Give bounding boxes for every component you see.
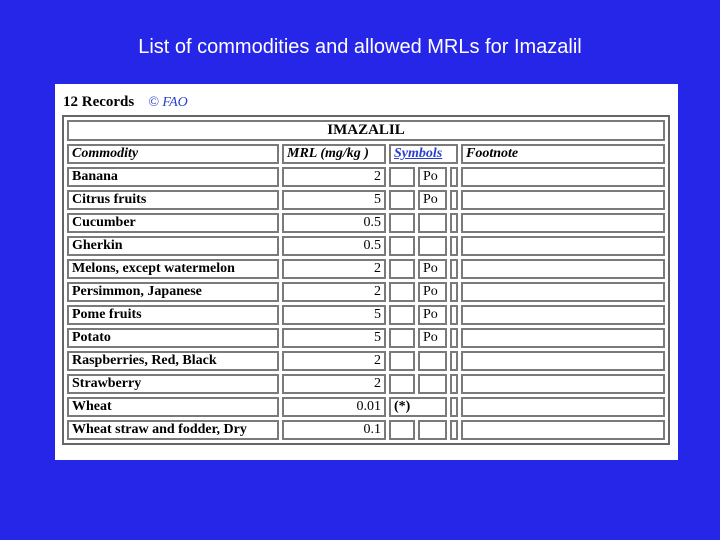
table-row (67, 167, 665, 187)
symbol-spacer-cell (450, 259, 458, 279)
symbol-spacer-cell (450, 305, 458, 325)
symbol-spacer-cell (450, 213, 458, 233)
table-row (67, 282, 665, 302)
mrl-cell: 5 (282, 328, 386, 348)
mrl-cell: 2 (282, 351, 386, 371)
symbol-spacer-cell (450, 236, 458, 256)
header-row (67, 144, 665, 164)
symbol-spacer-cell (389, 305, 415, 325)
symbol-spacer-cell (389, 167, 415, 187)
symbol-cell (418, 420, 447, 440)
table-row (67, 190, 665, 210)
header-footnote: Footnote (461, 144, 665, 164)
commodity-cell: Raspberries, Red, Black (67, 351, 279, 371)
symbol-cell: Po (418, 305, 447, 325)
footnote-cell (461, 397, 665, 417)
table-row (67, 351, 665, 371)
footnote-cell (461, 328, 665, 348)
symbol-cell: Po (418, 167, 447, 187)
fao-copyright: © FAO (148, 95, 188, 110)
table-row (67, 420, 665, 440)
symbol-spacer-cell (389, 213, 415, 233)
symbol-cell: Po (418, 190, 447, 210)
commodity-cell: Banana (67, 167, 279, 187)
symbol-spacer-cell (450, 420, 458, 440)
table-row (67, 213, 665, 233)
commodity-cell: Melons, except watermelon (67, 259, 279, 279)
footnote-cell (461, 236, 665, 256)
mrl-cell: 2 (282, 167, 386, 187)
commodity-cell: Strawberry (67, 374, 279, 394)
header-symbols-link[interactable]: Symbols (389, 144, 458, 164)
symbol-spacer-cell (450, 397, 458, 417)
table-title-row (67, 120, 665, 141)
symbol-spacer-cell (389, 236, 415, 256)
table-row (67, 259, 665, 279)
commodity-cell: Citrus fruits (67, 190, 279, 210)
commodity-cell: Persimmon, Japanese (67, 282, 279, 302)
records-count: 12 Records (63, 94, 135, 110)
mrl-cell: 0.5 (282, 236, 386, 256)
symbol-spacer-cell (389, 259, 415, 279)
footnote-cell (461, 190, 665, 210)
symbol-spacer-cell (450, 374, 458, 394)
commodity-cell: Wheat straw and fodder, Dry (67, 420, 279, 440)
commodity-cell: Gherkin (67, 236, 279, 256)
footnote-cell (461, 282, 665, 302)
mrl-cell: 0.1 (282, 420, 386, 440)
symbol-spacer-cell (389, 328, 415, 348)
commodity-cell: Wheat (67, 397, 279, 417)
footnote-cell (461, 420, 665, 440)
footnote-cell (461, 374, 665, 394)
symbol-cell: (*) (389, 397, 447, 417)
symbol-cell: Po (418, 259, 447, 279)
mrl-cell: 5 (282, 190, 386, 210)
header-commodity: Commodity (67, 144, 279, 164)
table-row (67, 236, 665, 256)
table-row (67, 374, 665, 394)
screenshot-panel (55, 84, 678, 460)
footnote-cell (461, 213, 665, 233)
symbol-spacer-cell (389, 282, 415, 302)
table-row (67, 397, 665, 417)
symbol-cell (418, 374, 447, 394)
table-title: IMAZALIL (67, 120, 665, 141)
table-row (67, 305, 665, 325)
records-line (63, 94, 188, 111)
symbol-cell (418, 236, 447, 256)
symbol-spacer-cell (450, 328, 458, 348)
symbol-cell: Po (418, 328, 447, 348)
slide-title: List of commodities and allowed MRLs for Imazalil (138, 36, 582, 58)
commodity-cell: Pome fruits (67, 305, 279, 325)
header-mrl: MRL (mg/kg ) (282, 144, 386, 164)
symbol-spacer-cell (389, 351, 415, 371)
footnote-cell (461, 167, 665, 187)
symbol-cell (418, 351, 447, 371)
mrl-cell: 2 (282, 282, 386, 302)
mrl-cell: 0.01 (282, 397, 386, 417)
table-row (67, 328, 665, 348)
symbol-spacer-cell (389, 420, 415, 440)
mrl-cell: 5 (282, 305, 386, 325)
footnote-cell (461, 259, 665, 279)
symbol-spacer-cell (450, 167, 458, 187)
symbol-spacer-cell (450, 282, 458, 302)
symbol-spacer-cell (450, 351, 458, 371)
symbol-cell (418, 213, 447, 233)
mrl-cell: 0.5 (282, 213, 386, 233)
symbol-spacer-cell (450, 190, 458, 210)
symbol-cell: Po (418, 282, 447, 302)
mrl-cell: 2 (282, 259, 386, 279)
symbol-spacer-cell (389, 190, 415, 210)
mrl-cell: 2 (282, 374, 386, 394)
symbol-spacer-cell (389, 374, 415, 394)
commodity-cell: Cucumber (67, 213, 279, 233)
mrl-table (62, 115, 670, 445)
commodity-cell: Potato (67, 328, 279, 348)
footnote-cell (461, 305, 665, 325)
footnote-cell (461, 351, 665, 371)
